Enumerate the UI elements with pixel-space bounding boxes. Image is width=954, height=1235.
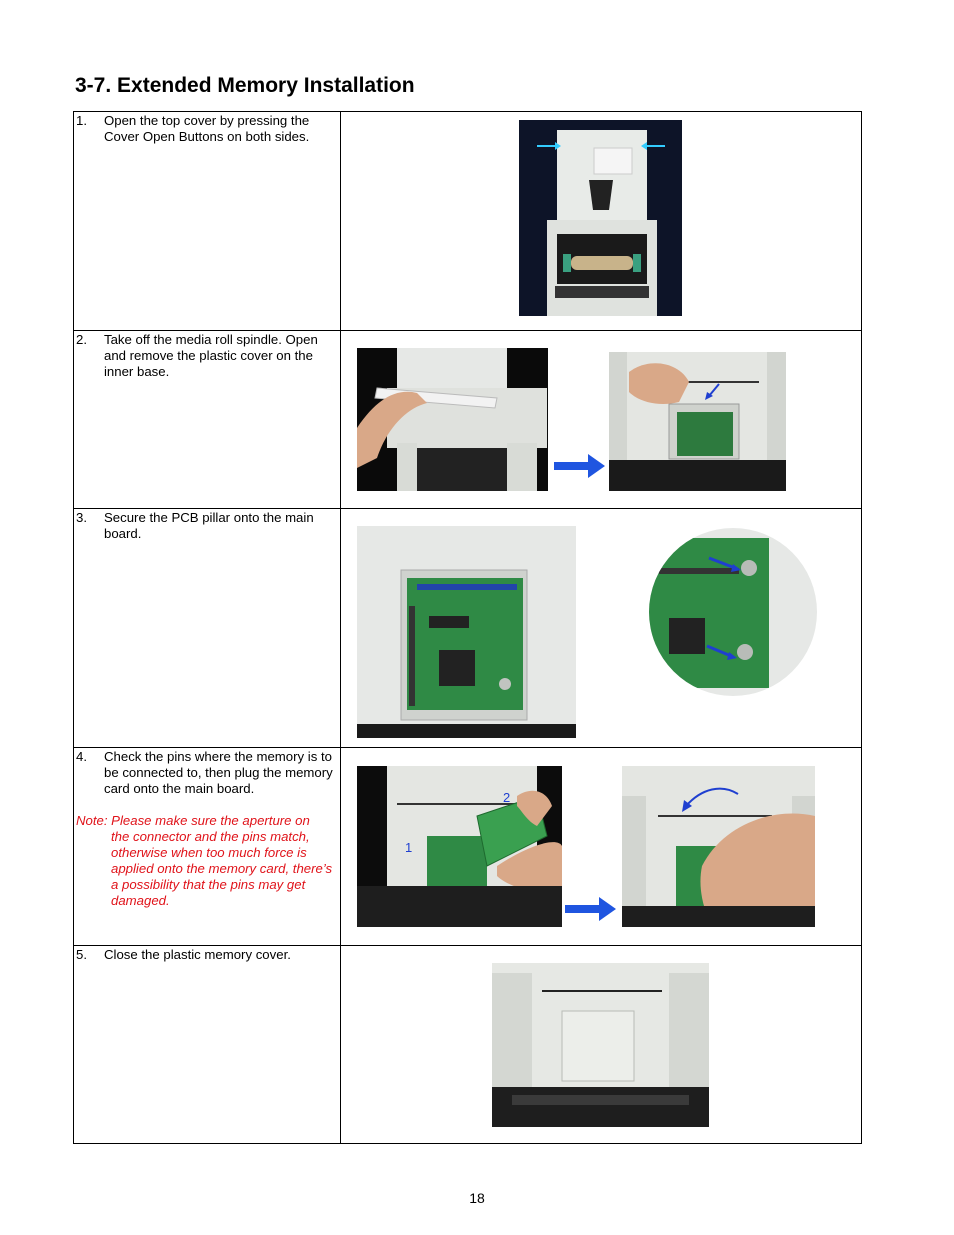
pcb-pillar-closeup-photo	[649, 528, 817, 696]
step-images-cell	[341, 509, 862, 748]
step-row-4	[74, 748, 862, 946]
step-number: 5.	[76, 947, 87, 962]
callout-2: 2	[503, 790, 511, 805]
step-row-2	[74, 331, 862, 509]
step-text: Secure the PCB pillar onto the main board.	[104, 510, 314, 541]
step-text-cell	[74, 748, 341, 946]
insert-memory-photo	[357, 766, 562, 927]
step-row-3	[74, 509, 862, 748]
steps-table	[73, 111, 862, 1144]
remove-cover-photo	[357, 348, 548, 491]
step-number: 2.	[76, 332, 87, 347]
step-text: Open the top cover by pressing the Cover Open Buttons on both sides.	[104, 113, 310, 144]
note-body: the connector and the pins match, otherwise when too much force is applied onto the memory card, there’s a possibility that the pins may get damaged.	[111, 829, 333, 908]
step-text-cell	[74, 331, 341, 509]
page-title: 3-7. Extended Memory Installation	[75, 74, 415, 97]
printer-open-photo	[519, 120, 682, 316]
step-number: 3.	[76, 510, 87, 525]
step-text-cell	[74, 509, 341, 748]
step-text: Close the plastic memory cover.	[104, 947, 291, 962]
step-text-cell	[74, 946, 341, 1144]
main-board-photo	[357, 526, 576, 738]
step-number: 4.	[76, 749, 87, 764]
cover-closed-photo	[492, 963, 709, 1127]
step-number: 1.	[76, 113, 87, 128]
step-images-cell	[341, 112, 862, 331]
step-images-cell	[341, 946, 862, 1144]
step-text: Check the pins where the memory is to be connected to, then plug the memory card onto the main board.	[104, 749, 333, 796]
note-first-line: Note: Please make sure the aperture on	[76, 813, 310, 828]
next-step-arrow-icon	[554, 453, 606, 479]
callout-1: 1	[405, 840, 413, 855]
step-row-1	[74, 112, 862, 331]
step-text-cell	[74, 112, 341, 331]
step-images-cell	[341, 331, 862, 509]
cover-removed-photo	[609, 352, 786, 491]
next-step-arrow-icon	[565, 896, 617, 922]
step-images-cell	[341, 748, 862, 946]
caution-note	[74, 813, 340, 909]
step-row-5	[74, 946, 862, 1144]
page-number: 18	[469, 1190, 485, 1206]
press-memory-photo	[622, 766, 815, 927]
step-text: Take off the media roll spindle. Open and remove the plastic cover on the inner base.	[104, 332, 318, 379]
